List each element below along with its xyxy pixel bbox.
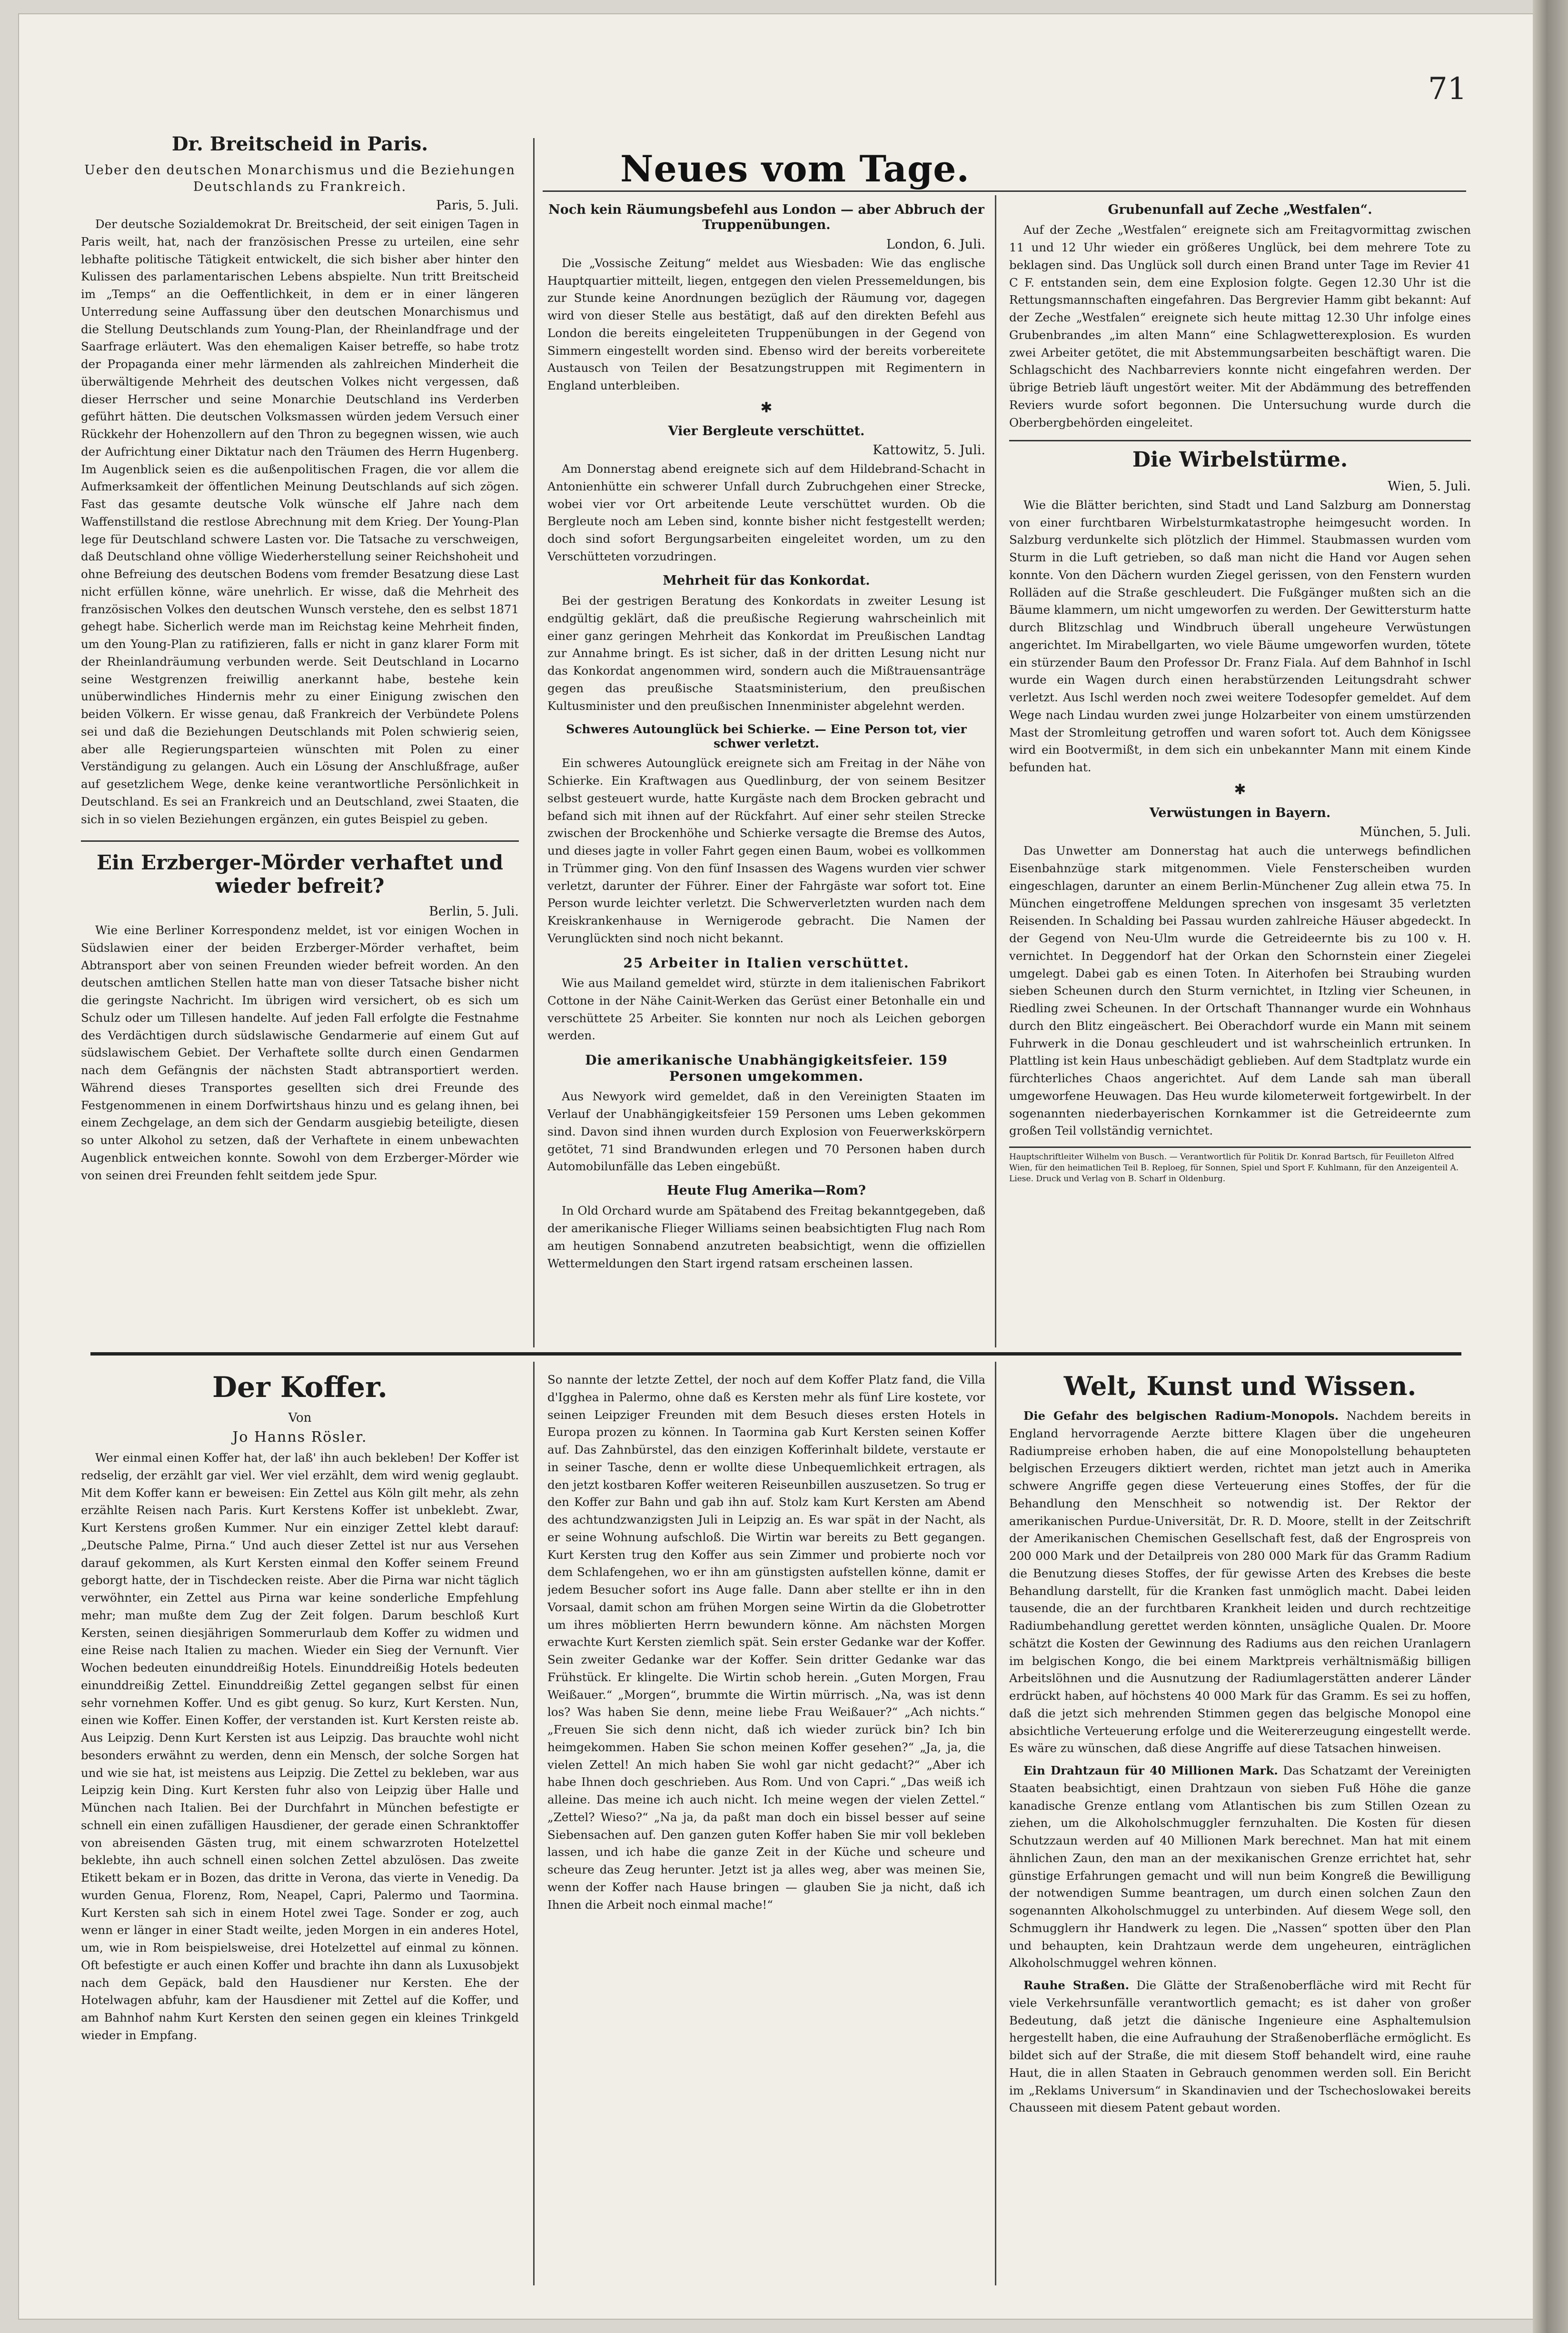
- article-text: Der deutsche Sozialdemokrat Dr. Breitscheid, der seit einigen Tagen in Paris weilt, hat, nach der französischen Presse zu urteilen, eine sehr lebhafte politische Tätigkeit entwickelt, die sich bisher aber hinter den Kulissen des parlamentarischen Lebens abspielte. Nun tritt Breitscheid im „Temps“ an die Oeffentlichkeit, in dem er in einer längeren Unterredung seine Auffassung über den deutschen Monarchismus und die Stellung Deutschlands zum Young-Plan, der Rheinlandfrage und der Saarfrage erläutert. Was den ehemaligen Kaiser betreffe, so habe trotz der Propaganda einer mehr lärmenden als zahlreichen Minderheit die überwältigende Mehrheit des deutschen Volkes nicht vergessen, daß dieser Herrscher und seine Monarchie Deutschland ins Verderben geführt hätten. Die deutschen Volksmassen würden jedem Versuch einer Rückkehr der Hohenzollern auf den Thron zu begegnen wissen, wie auch der Aufrichtung einer Diktatur nach den Träumen des Herrn Hugenberg. Im Augenblick seien es die außenpolitischen Fragen, die vor allem die Aufmerksamkeit der öffentlichen Meinung Deutschlands auf sich zögen. Fast das gesamte deutsche Volk wünsche elf Jahre nach dem Waffenstillstand die restlose Abrechnung mit dem Krieg. Der Young-Plan lege für Deutschland schwere Lasten vor. Die Tatsache zu verschweigen, daß Deutschland ohne völlige Wiederherstellung seiner Reichshoheit und ohne Befreiung des deutschen Bodens vom fremder Besatzung diese Last nicht erfüllen könne, wäre unehrlich. Er wisse, daß die Mehrheit des französischen Volkes den deutschen Wunsch verstehe, den es selbst 1871 gehegt habe. Sicherlich werde man im Reichstag keine Mehrheit finden, um den Young-Plan zu ratifizieren, falls er nicht in ganz klarer Form mit der Rheinlandräumung verbunden werde. Seit Deutschland in Locarno seine Westgrenzen freiwillig anerkannt habe, bestehe kein unüberwindliches Hindernis mehr zu einer Einigung zwischen den beiden Völkern. Er wisse genau, daß Frankreich der Verbündete Polens sei und daß die Beziehungen Deutschlands mit Polen schwierig seien, aber alle Regierungsparteien wünschten mit Polen zu einer Verständigung zu gelangen. Auch ein Lösung der Anschlußfrage, außer auf gesetzlichem Wege, denke keine verantwortliche Persönlichkeit in Deutschland. Es sei an Frankreich und an Deutschland, zwei Staaten, die sich in so vielen Beziehungen ergänzen, ein gutes Beispiel zu geben.: [81, 217, 519, 826]
- column-2: [547, 202, 985, 1350]
- article-body: [547, 1202, 985, 1272]
- newspaper-page: [19, 14, 1533, 2319]
- article-text: Am Donnerstag abend ereignete sich auf dem Hildebrand-Schacht in Antonienhütte ein schwerer Unfall durch Zubruchgehen einer Strecke, wobei vier vor Ort arbeitende Leute verschüttet wurden. Ob die Bergleute noch am Leben sind, konnte bisher nicht festgestellt werden; doch sind sofort Bergungsarbeiten eingeleitet worden, um zu den Verschütteten vorzudringen.: [547, 462, 985, 563]
- column-1: [81, 133, 519, 1352]
- separator-star: ✱: [1234, 781, 1246, 798]
- article-text: Wie aus Mailand gemeldet wird, stürzte in dem italienischen Fabrikort Cottone in der Nähe Cainit-Werken das Gerüst einer Betonhalle ein und verschüttete 25 Arbeiter. Sie konnten nur noch als Leichen geborgen werden.: [547, 976, 985, 1043]
- article-body: [547, 1088, 985, 1176]
- article-dateline: Wien, 5. Juli.: [1388, 479, 1471, 494]
- article-title: Ein Erzberger-Mörder verhaftet und wieder befreit?: [96, 851, 504, 897]
- article-body: [547, 460, 985, 566]
- article-body: [1009, 221, 1471, 431]
- column-rule: [995, 195, 996, 1347]
- article-dateline: Kattowitz, 5. Juli.: [873, 443, 985, 458]
- article-text: Die „Vossische Zeitung“ meldet aus Wiesbaden: Wie das englische Hauptquartier mitteilt, liegen, entgegen den vielen Pressemeldungen, bis zur Stunde keine Anordnungen bezüglich der Räumung vor, dagegen wird von dieser Stelle aus bestätigt, daß auf den direkten Befehl aus London die bereits eingeleiteten Truppenübungen in der Gegend von Simmern eingestellt worden sind. Ebenso wird der bereits vorbereitete Austausch von Teilen der Besatzungstruppen mit Regimentern in England unterbleiben.: [547, 256, 985, 393]
- article-title: Die Wirbelstürme.: [1132, 448, 1348, 472]
- item-text: Das Schatzamt der Vereinigten Staaten beabsichtigt, einen Drahtzaun von sieben Fuß Höhe die ganze kanadische Grenze entlang vom Atlantischen bis zum Stillen Ozean zu ziehen, um die Alkoholschmuggler fernzuhalten. Die Kosten für diesen Schutzzaun werden auf 40 Millionen Mark berechnet. Man hat mit einem ähnlichen Zaun, den man an der mexikanischen Grenze errichtet hat, sehr günstige Erfahrungen gemacht und will nun beim Kongreß die Bewilligung der notwendigen Summe beantragen, um durch einen solchen Zaun den sogenannten Alkoholschmuggel zu unterbinden. Auf diesem Wege soll, den Schmugglern ihr Handwerk zu legen. Die „Nassen“ spotten über den Plan und behaupten, kein Drahtzaun werde dem ungeheuren, einträglichen Alkoholschmuggel wehren können.: [1009, 1764, 1471, 1970]
- item-text: Nachdem bereits in England hervorragende Aerzte bittere Klagen über die ungeheuren Radiumpreise erhoben haben, die auf eine Monopolstellung behaupteten belgischen Erzeugers diktiert werden, richtet man jetzt auch in Amerika schwere Angriffe gegen diese Verteuerung eines Stoffes, der für die Behandlung den Menschheit so notwendig ist. Der Rektor der amerikanischen Purdue-Universität, Dr. R. D. Moore, stellt in der Zeitschrift der Amerikanischen Chemischen Gesellschaft fest, daß der Engrospreis von 200 000 Mark und der Detailpreis von 280 000 Mark für das Gramm Radium die Benutzung dieses Stoffes, der für gewisse Arten des Krebses die beste Behandlung darstellt, für die Kranken fast unmöglich macht. Dabei leiden tausende, die an der furchtbaren Krankheit leiden und durch rechtzeitige Radiumbehandlung gerettet werden könnten, unsägliche Qualen. Dr. Moore schätzt die Kosten der Gewinnung des Radiums aus den reichen Uranlagern im belgischen Kongo, die bei einem Marktpreis verhältnismäßig billigen Arbeitslöhnen und die Ausnutzung der Radiumlagerstätten anderer Länder erdrückt haben, auf höchstens 40 000 Mark für das Gramm. Es sei zu hoffen, daß die jetzt sich mehrenden Stimmen gegen das belgische Monopol eine absichtliche Verteuerung erfolge und die Weitererzeugung eingestellt werde. Es wäre zu wünschen, daß diese Angriffe auf diese Tatsachen hinweisen.: [1009, 1409, 1471, 1755]
- feuilleton-title: Der Koffer.: [212, 1371, 387, 1404]
- item-title: Rauhe Straßen.: [1023, 1978, 1130, 1993]
- article-rule: [81, 840, 519, 842]
- article-dateline: Paris, 5. Juli.: [436, 198, 519, 213]
- feuilleton-column: [81, 1371, 519, 2290]
- article-title: Heute Flug Amerika—Rom?: [667, 1183, 866, 1198]
- item-text: Die Glätte der Straßenoberfläche wird mit Recht für viele Verkehrsunfälle verantwortlich gemacht; es ist daher von großer Bedeutung, daß jetzt die dänische Ingenieure eine Asphaltemulsion hergestellt haben, die eine Aufrauhung der Straßenoberfläche ermöglicht. Es bildet sich auf der Straße, die mit diesem Stoff behandelt wird, eine rauhe Haut, die in allen Staaten in Gebrauch genommen werden soll. Ein Bericht im „Reklams Universum“ in Skandinavien und der Tschechoslowakei bereits Chausseen mit diesem Patent gebaut worden.: [1009, 1978, 1471, 2115]
- article-text: Das Unwetter am Donnerstag hat auch die unterwegs befindlichen Eisenbahnzüge stark mitgenommen. Viele Fensterscheiben wurden eingeschlagen, darunter an einem Berlin-Münchener Zug allein etwa 75. In München eingetroffene Meldungen sprechen von insgesamt 35 verletzten Reisenden. In Schalding bei Passau wurden zahlreiche Häuser abgedeckt. In der Gegend von Neu-Ulm wurde die Getreideernte bis zu 100 v. H. vernichtet. In Deggendorf hat der Orkan den Schornstein einer Ziegelei umgelegt. Dabei gab es einen Toten. In Aiterhofen bei Straubing wurden sieben Scheunen durch den Sturm vernichtet, in Itzling vier Scheunen, in Riedling zwei Scheunen. In der Ortschaft Thannanger wurde ein Wohnhaus durch den Blitz eingeäschert. Bei Oberachdorf wurde ein Mann mit seinem Fuhrwerk in die Donau geschleudert und ist wahrscheinlich ertrunken. In Plattling ist kein Haus unbeschädigt geblieben. Auf dem Stadtplatz wurde ein fürchterliches Chaos angerichtet. Auf dem Lande sah man überall umgeworfene Heuwagen. Das Heu wurde kilometerweit fortgewirbelt. In der sogenannten niederbayerischen Kornkammer ist die Getreideernte zum großen Teil vollständig vernichtet.: [1009, 844, 1471, 1138]
- article-body: [81, 216, 519, 828]
- article-body: [547, 975, 985, 1045]
- article-dateline: München, 5. Juli.: [1360, 825, 1471, 840]
- item-title: Ein Drahtzaun für 40 Millionen Mark.: [1023, 1764, 1278, 1778]
- article-title: Schweres Autounglück bei Schierke. — Eine Person tot, vier schwer verletzt.: [566, 722, 967, 751]
- article-title: Vier Bergleute verschüttet.: [668, 423, 865, 439]
- article-body: [547, 755, 985, 947]
- article-rule: [1009, 440, 1471, 441]
- article-body: [547, 1371, 985, 1914]
- book-binding-edge: [1533, 0, 1568, 2333]
- article-text: Bei der gestrigen Beratung des Konkordats in zweiter Lesung ist endgültig geklärt, daß die preußische Regierung wahrscheinlich mit einer ganz geringen Mehrheit das Konkordat im Preußischen Landtag zur Annahme bringt. Es ist sicher, daß in der dritten Lesung nicht nur das Konkordat angenommen wird, sondern auch die Mißtrauensanträge gegen das preußische Staatsministerium, den preußischen Kultusminister und den preußischen Innenminister abgelehnt werden.: [547, 594, 985, 713]
- article-body: [1009, 497, 1471, 777]
- separator-star: ✱: [760, 399, 773, 416]
- article-body: [1009, 1407, 1471, 2117]
- column-3: [1009, 202, 1471, 1350]
- feuilleton-continued-column: [547, 1371, 985, 2290]
- science-column: [1009, 1371, 1471, 2290]
- page-number: 71: [1428, 71, 1467, 107]
- article-subtitle: Ueber den deutschen Monarchismus und die Beziehungen Deutschlands zu Frankreich.: [84, 163, 516, 195]
- article-text: Ein schweres Autounglück ereignete sich am Freitag in der Nähe von Schierke. Ein Kraftwagen aus Quedlinburg, der von seinem Besitzer selbst gesteuert wurde, hatte Kurgäste nach dem Brocken gebracht und befand sich mit ihnen auf der Rückfahrt. Auf einer sehr steilen Strecke zwischen der Brockenhöhe und Schierke versagte die Bremse des Autos, und dieses jagte in voller Fahrt gegen einen Baum, wobei es vollkommen in Trümmer ging. Von den fünf Insassen des Wagens wurden vier schwer verletzt, darunter der Führer. Einer der Fahrgäste war sofort tot. Eine Person wurde leichter verletzt. Die Schwerverletzten wurden nach dem Kreiskrankenhause in Wernigerode gebracht. Die Namen der Verunglückten sind noch nicht bekannt.: [547, 756, 985, 945]
- article-text: Wie die Blätter berichten, sind Stadt und Land Salzburg am Donnerstag von einer furchtbaren Wirbelsturmkatastrophe heimgesucht worden. In Salzburg verdunkelte sich plötzlich der Himmel. Staubmassen wurden vom Sturm in die Luft getrieben, so daß man nicht die Hand vor Augen sehen konnte. Von den Dächern wurden Ziegel gerissen, von den Fenstern wurden Rolläden auf die Straße geschleudert. Die Fußgänger mußten sich an die Bäume klammern, um nicht umgeworfen zu werden. Der Gewittersturm hatte durch Blitzschlag und Windbruch überall ungeheure Verwüstungen angerichtet. Im Mirabellgarten, wo viele Bäume umgeworfen wurden, tötete ein stürzender Baum den Professor Dr. Franz Fiala. Auf dem Bahnhof in Ischl wurde ein Wagen durch einen herabstürzenden Leitungsdraht schwer verletzt. Aus Ischl werden noch zwei weitere Todesopfer gemeldet. Auf dem Wege nach Lindau wurden zwei junge Holzarbeiter von einem umstürzenden Mast der Stromleitung getroffen und waren sofort tot. Auch dem Königssee wird ein Bootvermißt, in dem sich ein unbekannter Mann mit einem Kinde befunden hat.: [1009, 498, 1471, 775]
- imprint: Hauptschriftleiter Wilhelm von Busch. — Verantwortlich für Politik Dr. Konrad Bartsch, für Feuilleton Alfred Wien, für den heimatlichen Teil B. Reploeg, für Sonnen, Spiel und Sport F. Kuhlmann, für den Anzeigenteil A. Liese. Druck und Verlag von B. Scharf in Oldenburg.: [1009, 1147, 1471, 1185]
- column-rule: [533, 138, 535, 1347]
- feuilleton-author: Jo Hanns Rösler.: [232, 1429, 367, 1446]
- article-text: So nannte der letzte Zettel, der noch auf dem Koffer Platz fand, die Villa d'Igghea in Palermo, ohne daß es Kersten mehr als fünf Lire kostete, vor seinen Leipziger Freunden mit dem Besuch dieses ersten Hotels in Europa prozen zu können. In Taormina gab Kurt Kersten seinen Koffer auf. Das Zahnbürstel, das den einzigen Kofferinhalt bildete, verstaute er in seiner Tasche, denn er wollte diese Unbequemlichkeit ertragen, als den jetzt kostbaren Koffer weiteren Reiseunbillen auszusetzen. So trug er den Koffer zur Bahn und gab ihn auf. Stolz kam Kurt Kersten am Abend des achtundzwanzigsten Juli in Leipzig an. Es war spät in der Nacht, als er seine Wohnung aufschloß. Die Wirtin war bereits zu Bett gegangen. Kurt Kersten trug den Koffer aus sein Zimmer und probierte noch vor dem Schlafengehen, wo er ihn am günstigsten aufstellen könne, damit er jedem Besucher sofort ins Auge falle. Dann aber stellte er ihn in den Vorsaal, damit schon am frühen Morgen seine Wirtin da die Globetrotter um ihres möblierten Herrn bewundern könne. Am nächsten Morgen erwachte Kurt Kersten ziemlich spät. Sein erster Gedanke war der Koffer. Sein zweiter Gedanke war der Koffer. Sein dritter Gedanke war das Frühstück. Er klingelte. Die Wirtin schob herein. „Guten Morgen, Frau Weißauer.“ „Morgen“, brummte die Wirtin mürrisch. „Na, was ist denn los? Was haben Sie denn, meine liebe Frau Weißauer?“ „Ach nichts.“ „Freuen Sie sich denn nicht, daß ich wieder zurück bin? Ich bin heimgekommen. Haben Sie schon meinen Koffer gesehen?“ „Ja, ja, die vielen Zettel! An mich haben Sie wohl gar nicht gedacht?“ „Aber ich habe Ihnen doch geschrieben. Aus Rom. Und von Capri.“ „Das weiß ich alleine. Das meine ich auch nicht. Ich meine wegen der vielen Zettel.“ „Zettel? Wieso?“ „Na ja, da paßt man doch ein bissel besser auf seine Siebensachen auf. Den ganzen guten Koffer haben Sie mir voll bekleben lassen, und ich habe die ganze Zeit in der Küche und scheure und scheure das Zeug herunter. Jetzt ist ja alles weg, aber was meinen Sie, wenn der Koffer nach Hause bringen — glauben Sie ja nicht, daß ich Ihnen die Arbeit noch einmal mache!“: [547, 1373, 985, 1912]
- article-text: Wer einmal einen Koffer hat, der laß' ihn auch bekleben! Der Koffer ist redselig, der erzählt gar viel. Wer viel erzählt, dem wird wenig geglaubt. Mit dem Koffer kann er beweisen: Ein Zettel aus Köln gilt mehr, als zehn erzählte Reisen nach Paris. Kurt Kerstens Koffer ist unbeklebt. Zwar, Kurt Kerstens großen Kummer. Nur ein einziger Zettel klebt darauf: „Deutsche Palme, Pirna.“ Und auch dieser Zettel ist nur aus Versehen darauf gekommen, als Kurt Kersten einmal den Koffer seinem Freund geborgt hatte, der in Tischdecken reiste. Aber die Pirna war nicht täglich verwöhnter, ein Zettel aus Pirna war keine sonderliche Empfehlung mehr; man mußte dem Zug der Zeit folgen. Darum beschloß Kurt Kersten, seinen diesjährigen Sommerurlaub dem Koffer zu widmen und eine Reise nach Italien zu machen. Wieder ein Sieg der Vernunft. Vier Wochen bedeuten einunddreißig Hotels. Einunddreißig Hotels bedeuten einunddreißig Zettel. Einunddreißig Zettel gegangen selbst für einen sehr vornehmen Koffer. Und es gibt genug. So kurz, Kurt Kersten. Nun, einen wie Koffer. Einen Koffer, der verstanden ist. Kurt Kersten reiste ab. Aus Leipzig. Denn Kurt Kersten ist aus Leipzig. Das brauchte wohl nicht besonders erwähnt zu werden, denn ein Mensch, der solche Sorgen hat und wie sie hat, ist meistens aus Leipzig. Die Zettel zu bekleben, war aus Leipzig kein Ding. Kurt Kersten fuhr also von Leipzig über Halle und München nach Italien. Bei der Durchfahrt in München befestigte er schnell ein einen zufälligen Hausdiener, der gerade einen Schranktoffer von abreisenden Gästen trug, mit einem schwarzroten Hotelzettel beklebte, ihn auch schnell einen solchen Zettel abzulösen. Das zweite Etikett bekam er in Bozen, das dritte in Verona, das vierte in Venedig. Da wurden Genua, Florenz, Rom, Neapel, Capri, Palermo und Taormina. Kurt Kersten sah sich in einem Hotel zwei Tage. Sonder er zog, auch wenn er länger in einer Stadt weilte, jeden Morgen in ein anderes Hotel, um, wie in Rom beispielsweise, drei Hotelzettel auf einmal zu können. Oft befestigte er auch einen Koffer und brachte ihn dann als Luxusobjekt nach dem Gepäck, bald den Hausdiener nur Kersten. Ehe der Hotelwagen abfuhr, kam der Hausdiener mit Zettel auf die Koffer, und am Bahnhof nahm Kurt Kersten den seinen gegen ein kleines Trinkgeld wieder in Empfang.: [81, 1451, 519, 2042]
- article-body: [547, 592, 985, 715]
- article-dateline: London, 6. Juli.: [886, 237, 985, 252]
- article-title: 25 Arbeiter in Italien verschüttet.: [623, 955, 910, 971]
- article-body: [547, 255, 985, 395]
- column-rule: [995, 1362, 996, 2285]
- article-body: [1009, 842, 1471, 1140]
- article-text: Auf der Zeche „Westfalen“ ereignete sich am Freitagvormittag zwischen 11 und 12 Uhr wieder ein größeres Unglück, bei dem mehrere Tote zu beklagen sind. Das Unglück soll durch einen Brand unter Tage im Revier 41 C F. entstanden sein, dem eine Explosion folgte. Gegen 12.30 Uhr ist die Rettungsmannschaften eingefahren. Das Bergrevier Hamm gibt bekannt: Auf der Zeche „Westfalen“ ereignete sich heute mittag 12.30 Uhr infolge eines Grubenbrandes „im alten Mann“ eine Schlagwetterexplosion. Es wurden zwei Arbeiter getötet, die mit Abstemmungsarbeiten beschäftigt waren. Die Schlagschicht des Nachbarreviers konnte nicht eingefahren werden. Der übrige Betrieb läuft ungestört weiter. Mit der Abdämmung des betreffenden Reviers wurde sofort begonnen. Die Untersuchung wurde durch die Oberbergbehörden eingeleitet.: [1009, 223, 1471, 429]
- section-divider: [90, 1352, 1461, 1356]
- section-title: Welt, Kunst und Wissen.: [1063, 1371, 1417, 1401]
- feuilleton-by: Von: [288, 1411, 312, 1425]
- article-body: [81, 922, 519, 1184]
- item-title: Die Gefahr des belgischen Radium-Monopols.: [1023, 1409, 1339, 1423]
- article-text: In Old Orchard wurde am Spätabend des Freitag bekanntgegeben, daß der amerikanische Flieger Williams seinen beabsichtigten Flug nach Rom am heutigen Sonnabend anzutreten beabsichtigt, wenn die offiziellen Wettermeldungen den Start irgend ratsam erscheinen lassen.: [547, 1204, 985, 1270]
- article-title: Mehrheit für das Konkordat.: [663, 573, 870, 588]
- article-dateline: Berlin, 5. Juli.: [429, 904, 519, 919]
- article-text: Wie eine Berliner Korrespondenz meldet, ist vor einigen Wochen in Südslawien einer der beiden Erzberger-Mörder verhaftet, beim Abtransport aber von seinen Freunden wieder befreit worden. An den deutschen amtlichen Stellen hatte man von dieser Tatsache bisher nicht die geringste Nachricht. Im übrigen wird versichert, ob es sich um Schulz oder um Tillesen handelte. Auf jeden Fall erfolgte die Festnahme des Verdächtigen durch südslawische Gendarmerie auf einem Gut auf südslawischem Gebiet. Der Verhaftete sollte durch einen Gendarmen nach dem Gefängnis der nächsten Stadt abtransportiert werden. Während dieses Transportes gesellten sich drei Freunde des Festgenommenen in einem Dorfwirtshaus hinzu und es gelang ihnen, bei einem Zechgelage, an dem sich der Gendarm ausgiebig beteiligte, diesen so unter Alkohol zu setzen, daß der Verhaftete in einem unbewachten Augenblick entweichen konnte. Sowohl von dem Erzberger-Mörder wie von seinen drei Freunden fehlt seitdem jede Spur.: [81, 923, 519, 1182]
- section-masthead: Neues vom Tage.: [620, 148, 970, 190]
- article-title: Dr. Breitscheid in Paris.: [171, 133, 428, 155]
- article-title: Grubenunfall auf Zeche „Westfalen“.: [1108, 202, 1372, 217]
- article-title: Verwüstungen in Bayern.: [1149, 805, 1331, 820]
- article-title: Die amerikanische Unabhängigkeitsfeier. 159 Personen umgekommen.: [585, 1052, 948, 1084]
- article-title: Noch kein Räumungsbefehl aus London — aber Abbruch der Truppenübungen.: [548, 202, 984, 233]
- masthead-rule: [543, 190, 1466, 192]
- article-text: Aus Newyork wird gemeldet, daß in den Vereinigten Staaten im Verlauf der Unabhängigkeitsfeier 159 Personen ums Leben gekommen sind. Davon sind ihnen wurden durch Explosion von Feuerwerkskörpern getötet, 71 sind Brandwunden erlegen und 70 Personen haben durch Automobilunfälle das Leben eingebüßt.: [547, 1089, 985, 1174]
- column-rule: [533, 1362, 535, 2285]
- article-body: [81, 1449, 519, 2044]
